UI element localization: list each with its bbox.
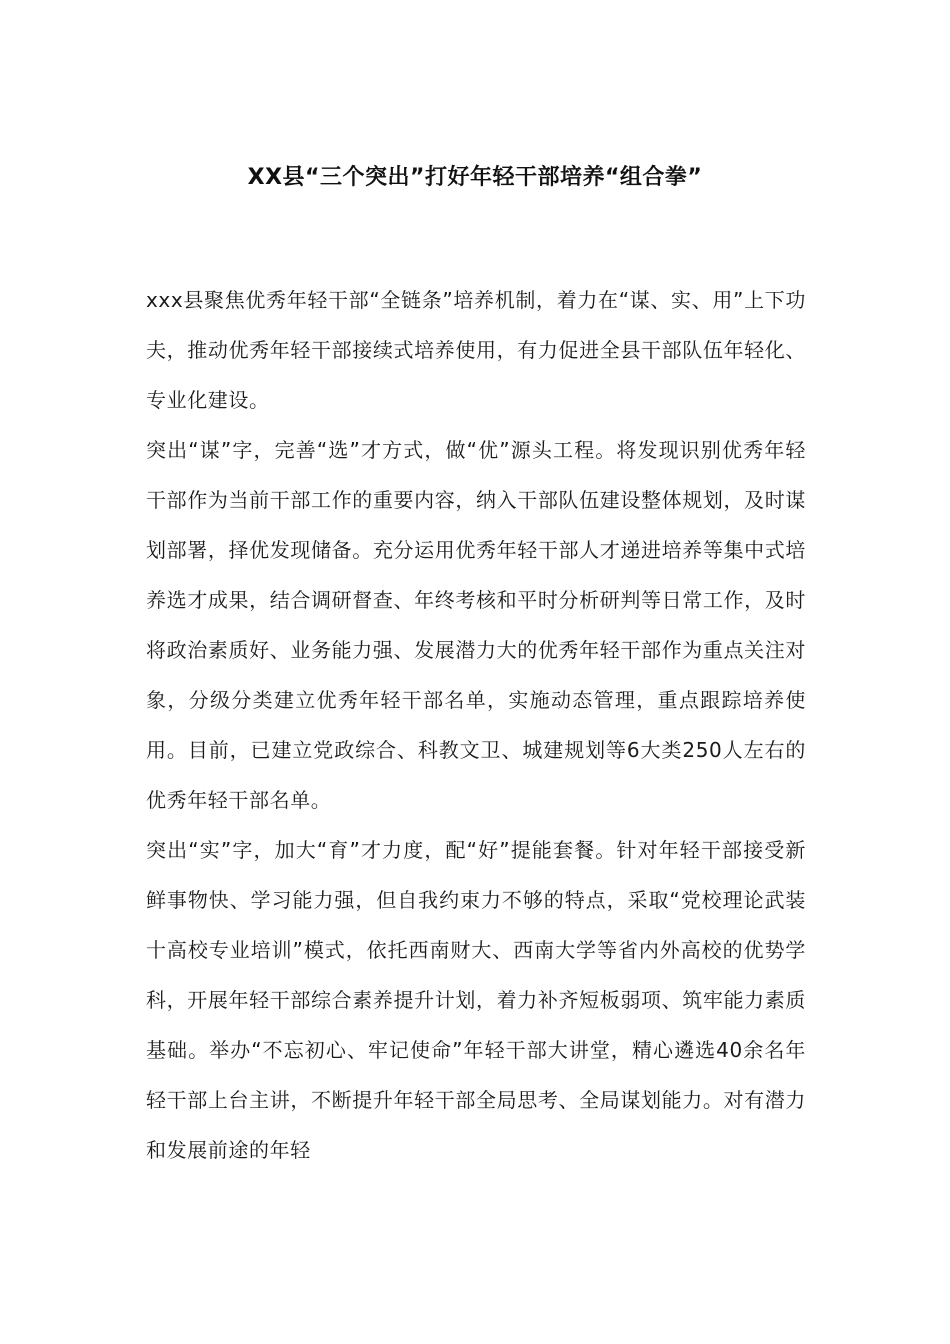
paragraph-mou: 突出“谋”字，完善“选”才方式，做“优”源头工程。将发现识别优秀年轻干部作为当前干部工作的重要内容，纳入干部队伍建设整体规划，及时谋划部署，择优发现储备。充分运用优秀年轻干部人才递进培养等集中式培养选才成果，结合调研督查、年终考核和平时分析研判等日常工作，及时将政治素质好、业务能力强、发展潜力大的优秀年轻干部作为重点关注对象，分级分类建立优秀年轻干部名单，实施动态管理，重点跟踪培养使用。目前，已建立党政综合、科教文卫、城建规划等6大类250人左右的优秀年轻干部名单。	[146, 438, 806, 812]
paragraph-shi: 突出“实”字，加大“育”才力度，配“好”提能套餐。针对年轻干部接受新鲜事物快、学习能力强，但自我约束力不够的特点，采取“党校理论武装十高校专业培训”模式，依托西南财大、西南大学等省内外高校的优势学科，开展年轻干部综合素养提升计划，着力补齐短板弱项、筑牢能力素质基础。举办“不忘初心、牢记使命”年轻干部大讲堂，精心遴选40余名年轻干部上台主讲，不断提升年轻干部全局思考、全局谋划能力。对有潜力和发展前途的年轻	[146, 838, 806, 1162]
document-body	[146, 275, 806, 1175]
paragraph-intro: xxx县聚焦优秀年轻干部“全链条”培养机制，着力在“谋、实、用”上下功夫，推动优秀年轻干部接续式培养使用，有力促进全县干部队伍年轻化、专业化建设。	[146, 288, 806, 412]
document-title: XX县“三个突出”打好年轻干部培养“组合拳”	[247, 165, 703, 190]
